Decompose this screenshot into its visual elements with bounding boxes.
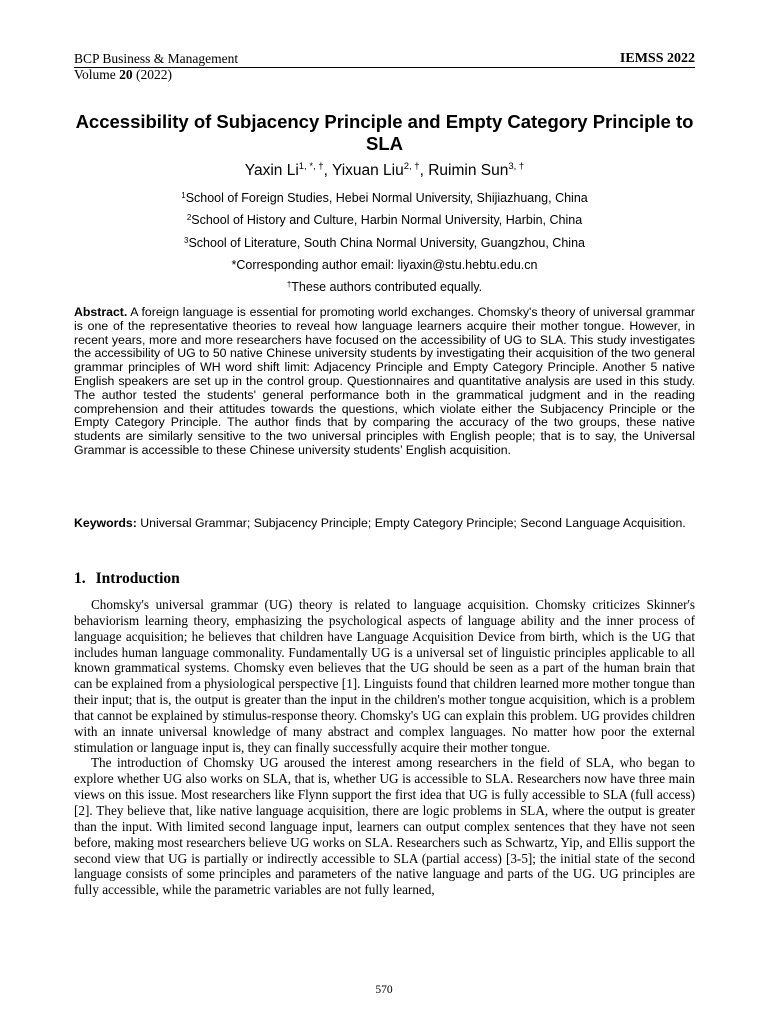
paper-title: Accessibility of Subjacency Principle and Empty Category Principle to SLA (75, 111, 694, 154)
author-name: Yaxin Li (244, 162, 299, 179)
author-separator: , (419, 162, 429, 179)
affiliation-mark: † (286, 280, 292, 290)
equal-contribution-note (74, 276, 695, 298)
abstract-text: A foreign language is essential for promoting world exchanges. Chomsky's theory of universal grammar is one of the representative theories to reveal how language learners acquire their mother tongue. However, in recent years, more and more researchers have focused on the accessibility of UG to SLA. This study investigates the accessibility of UG to 50 native Chinese university students by investigating their acquisition of the two general grammar principles of WH word shift limit: Adjacency Principle and Empty Category Principle. Another 5 native English speakers are set up in the control group. Questionnaires and quantitative analysis are used in this study. The author tested the students' general performance both in the grammatical judgment and in the reading comprehension and their attitudes towards the questions, which violate either the Subjacency Principle or the Empty Category Principle. The author finds that by comparing the accuracy of the two groups, these native students are similarly sensitive to the two universal principles with English people; that is to say, the Universal Grammar is accessible to these Chinese university students’ English acquisition. (74, 305, 695, 457)
author-list (74, 161, 695, 181)
volume-line (74, 67, 172, 82)
conference-name: IEMSS 2022 (619, 51, 695, 66)
author-name: Yixuan Liu (331, 162, 404, 179)
abstract (74, 306, 695, 458)
corresponding-text: *Corresponding author email: liyaxin@stu.hebtu.edu.cn (231, 257, 538, 272)
volume-number: 20 (119, 67, 133, 82)
section-title: Introduction (95, 570, 180, 587)
affiliation (74, 187, 695, 209)
body-paragraph: The introduction of Chomsky UG aroused the interest among researchers in the field of SLA, who began to explore whether UG also works on SLA, that is, whether UG is accessible to SLA. Researchers now have three main views on this issue. Most researchers like Flynn support the first idea that UG is fully accessible to SLA (full access) [2]. They believe that, like native language acquisition, there are logic problems in SLA, where the output is greater than the input. With limited second language input, learners can output complex sentences that they have not seen before, making most researchers believe UG works on SLA. Researchers such as Schwartz, Yip, and Ellis support the second view that UG is partially or indirectly accessible to SLA (partial access) [3-5]; the initial state of the second language consists of some principles and parameters of the native language and parts of the UG. UG principles are fully accessible, while the parametric variables are not fully learned, (74, 755, 695, 898)
affiliation-text: School of Foreign Studies, Hebei Normal University, Shijiazhuang, China (185, 191, 588, 205)
corresponding-author (74, 254, 695, 276)
keywords-label: Keywords: (74, 516, 137, 530)
author-name: Ruimin Sun (428, 162, 509, 179)
affiliation-mark: 1 (181, 191, 186, 200)
keywords-text: Universal Grammar; Subjacency Principle; Empty Category Principle; Second Language Acquisition. (136, 516, 686, 530)
affiliations (74, 187, 695, 298)
volume-year: (2022) (132, 67, 173, 82)
section-number: 1. (74, 570, 86, 587)
keywords (74, 517, 695, 531)
affiliation (74, 232, 695, 254)
running-header (74, 51, 695, 66)
affiliation-mark: 3 (184, 235, 189, 245)
author-marks: 3, † (508, 161, 525, 172)
abstract-label: Abstract. (74, 305, 128, 319)
section-heading (74, 570, 190, 588)
page-number: 570 (375, 984, 393, 996)
affiliation-text: School of Literature, South China Normal University, Guangzhou, China (188, 235, 585, 250)
introduction-body (74, 597, 695, 898)
affiliation-text: These authors contributed equally. (291, 280, 483, 295)
author-marks: 1, *, † (298, 161, 324, 172)
body-paragraph: Chomsky's universal grammar (UG) theory is related to language acquisition. Chomsky criticizes Skinner's behaviorism learning theory, emphasizing the psychological aspects of language ability and the inner process of language acquisition; he believes that children have Language Acquisition Device from birth, which is the UG that includes human language commonality. Fundamentally UG is a universal set of linguistic principles applicable to all known grammatical systems. Chomsky even believes that the UG should be seen as a part of the human brain that can be explained from a physiological perspective [1]. Linguists found that children learned more mother tongue than their input; that is, the output is greater than the input in the children's mother tongue acquisition, which is a problem that cannot be explained by stimulus-response theory. Chomsky's UG can explain this problem. UG provides children with an innate universal knowledge of many abstract and complex languages. No matter how poor the external stimulation or language input is, they can finally successfully acquire their mother tongue. (74, 597, 695, 755)
author-marks: 2, † (403, 161, 420, 172)
journal-name: BCP Business & Management (74, 51, 239, 66)
affiliation-mark: 2 (186, 213, 192, 223)
affiliation-text: School of History and Culture, Harbin Normal University, Harbin, China (191, 213, 583, 228)
author-separator: , (323, 162, 332, 179)
volume-prefix: Volume (74, 67, 120, 82)
affiliation (74, 209, 695, 231)
